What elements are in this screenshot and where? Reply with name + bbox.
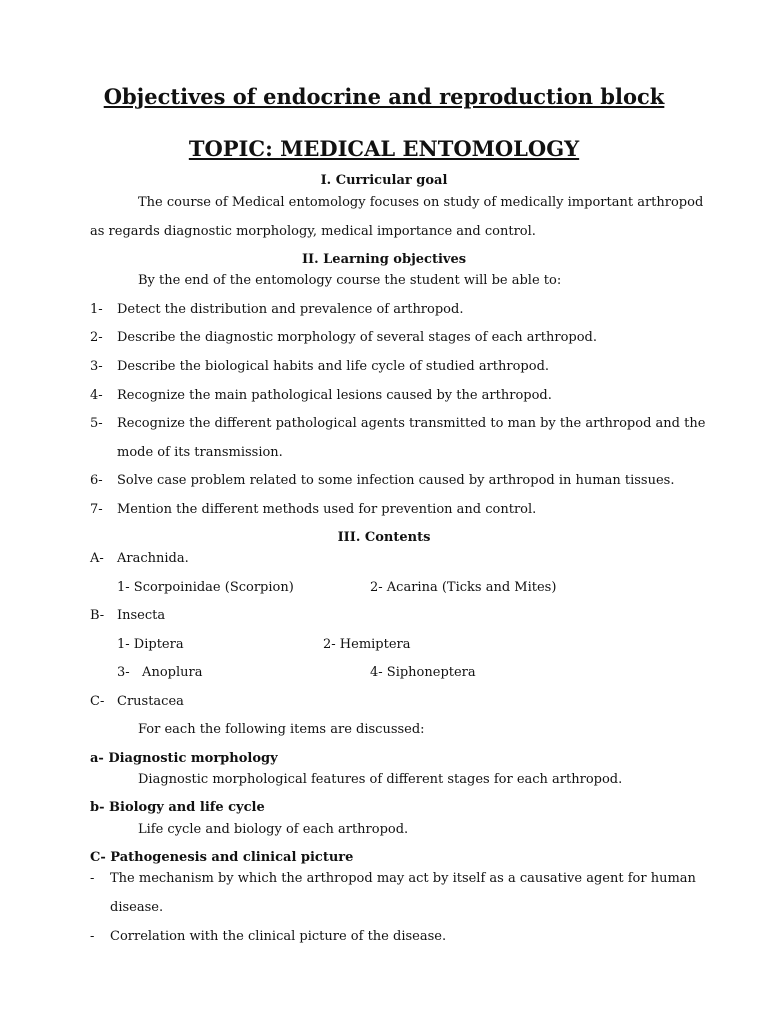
contents-insecta-sub-3: 3- Anoplura xyxy=(117,665,203,680)
objective-text: Mention the different methods used for prevention and control. xyxy=(117,502,537,517)
curricular-goal-line-1: The course of Medical entomology focuses on study of medically important arthropod xyxy=(138,195,704,210)
objective-number: 5- xyxy=(90,416,103,431)
section-contents-heading: III. Contents xyxy=(337,530,431,545)
objective-text: Detect the distribution and prevalence of arthropod. xyxy=(117,302,464,317)
objective-number: 3- xyxy=(90,359,103,374)
contents-arachnida-sub-2: 2- Acarina (Ticks and Mites) xyxy=(370,580,557,595)
objective-number: 2- xyxy=(90,330,103,345)
document-title: Objectives of endocrine and reproduction block xyxy=(103,84,665,109)
objective-text: Describe the biological habits and life cycle of studied arthropod. xyxy=(117,359,550,374)
objective-number: 6- xyxy=(90,473,103,488)
contents-insecta-sub-2: 2- Hemiptera xyxy=(323,637,411,652)
topic-heading: TOPIC: MEDICAL ENTOMOLOGY xyxy=(188,136,580,161)
contents-insecta: Insecta xyxy=(117,608,166,623)
contents-insecta-sub-1: 1- Diptera xyxy=(117,637,184,652)
items-discussed-intro: For each the following items are discussed: xyxy=(138,722,425,737)
objective-text: Solve case problem related to some infection caused by arthropod in human tissues. xyxy=(117,473,675,488)
objective-text: Recognize the different pathological agents transmitted to man by the arthropod and the xyxy=(117,416,706,431)
section-curricular-goal-heading: I. Curricular goal xyxy=(320,173,448,188)
contents-arachnida-sub-1: 1- Scorpoinidae (Scorpion) xyxy=(117,580,294,595)
section-learning-objectives-heading: II. Learning objectives xyxy=(301,252,467,267)
objective-number: 7- xyxy=(90,502,103,517)
bullet-dash: - xyxy=(90,871,95,886)
biology-life-cycle-text: Life cycle and biology of each arthropod. xyxy=(138,822,409,837)
subheading-diagnostic-morphology: a- Diagnostic morphology xyxy=(90,751,278,766)
bullet-dash: - xyxy=(90,929,95,944)
objective-number: 4- xyxy=(90,388,103,403)
contents-insecta-sub-4: 4- Siphoneptera xyxy=(370,665,476,680)
objective-text-continued: mode of its transmission. xyxy=(117,445,283,460)
contents-label-b: B- xyxy=(90,608,105,623)
objective-text: Recognize the main pathological lesions caused by the arthropod. xyxy=(117,388,552,403)
pathogenesis-bullet-1-continued: disease. xyxy=(110,900,164,915)
objective-number: 1- xyxy=(90,302,103,317)
subheading-biology-life-cycle: b- Biology and life cycle xyxy=(90,800,265,815)
pathogenesis-bullet-1: The mechanism by which the arthropod may act by itself as a causative agent for human xyxy=(110,871,696,886)
contents-arachnida: Arachnida. xyxy=(117,551,189,566)
pathogenesis-bullet-2: Correlation with the clinical picture of the disease. xyxy=(110,929,447,944)
diagnostic-morphology-text: Diagnostic morphological features of different stages for each arthropod. xyxy=(138,772,623,787)
contents-crustacea: Crustacea xyxy=(117,694,184,709)
curricular-goal-line-2: as regards diagnostic morphology, medical importance and control. xyxy=(90,224,536,239)
contents-label-c: C- xyxy=(90,694,105,709)
contents-label-a: A- xyxy=(90,551,104,566)
objective-text: Describe the diagnostic morphology of several stages of each arthropod. xyxy=(117,330,597,345)
subheading-pathogenesis: C- Pathogenesis and clinical picture xyxy=(90,850,354,865)
learning-objectives-intro: By the end of the entomology course the student will be able to: xyxy=(138,273,562,288)
